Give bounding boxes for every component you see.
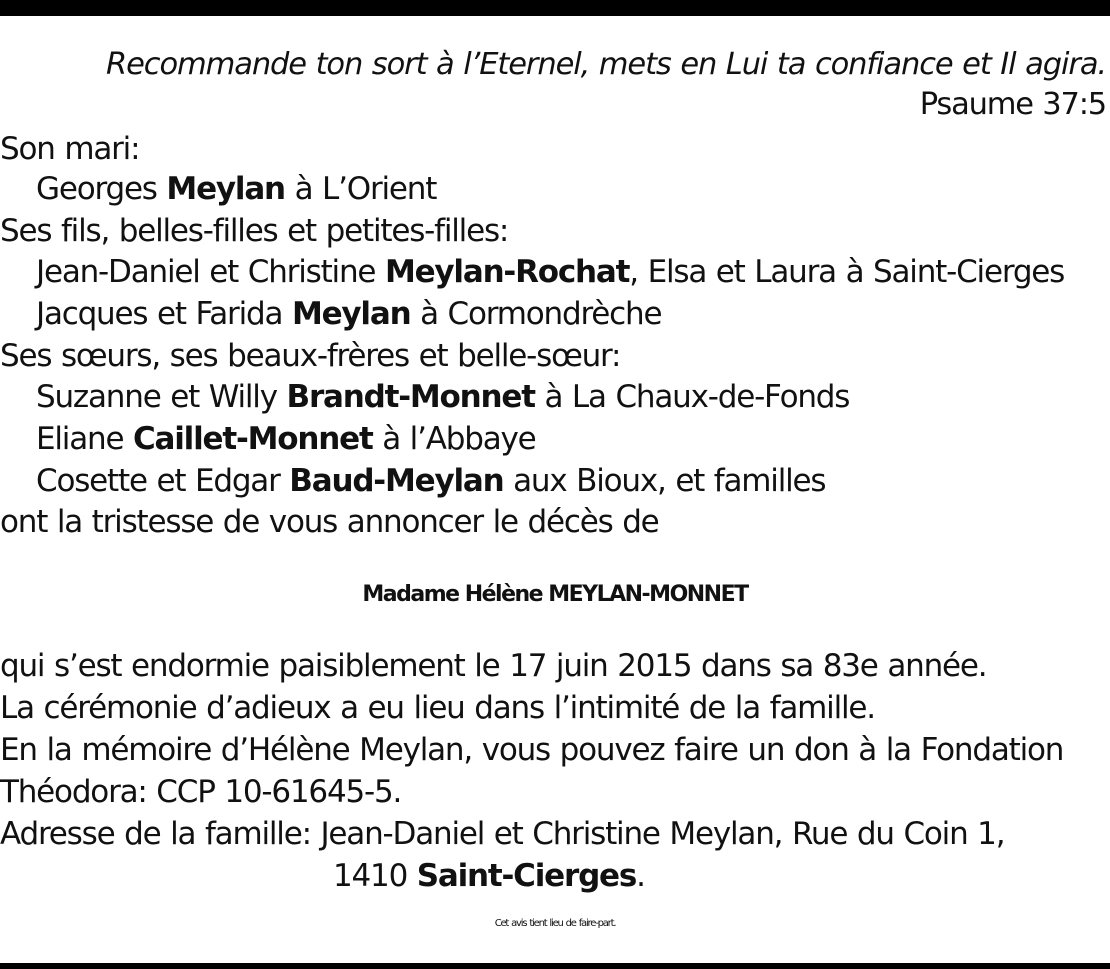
children-entry <box>36 251 1064 293</box>
postal-code: 1410 <box>333 858 417 894</box>
top-border-rule <box>0 0 1110 16</box>
sibling-entry <box>36 376 849 418</box>
closing-notice: Cet avis tient lieu de faire-part. <box>494 918 616 929</box>
entry-place: à L’Orient <box>284 171 437 207</box>
entry-text: Georges <box>36 171 167 207</box>
deceased-name: Madame Hélène MEYLAN-MONNET <box>362 582 748 607</box>
family-name: Meylan-Rochat <box>384 254 630 290</box>
children-entry <box>36 293 661 335</box>
husband-heading: Son mari: <box>0 131 140 167</box>
entry-place: aux Bioux, et familles <box>503 463 826 499</box>
entry-place: à La Chaux-de-Fonds <box>534 379 850 415</box>
entry-place: , Elsa et Laura à Saint-Cierges <box>629 254 1065 290</box>
entry-text: Jean-Daniel et Christine <box>36 254 385 290</box>
address-end: . <box>636 858 645 894</box>
city-name: Saint-Cierges <box>416 858 637 894</box>
bottom-border-rule <box>0 963 1110 969</box>
entry-text: Cosette et Edgar <box>36 463 290 499</box>
family-address-city-line <box>333 855 645 897</box>
family-name: Brandt-Monnet <box>286 379 535 415</box>
entry-text: Jacques et Farida <box>36 296 292 332</box>
details-line: La cérémonie d’adieux a eu lieu dans l’intimité de la famille. <box>0 690 875 726</box>
scripture-reference: Psaume 37:5 <box>919 87 1106 122</box>
sibling-entry <box>36 460 825 502</box>
siblings-heading: Ses sœurs, ses beaux-frères et belle-sœur: <box>0 338 621 374</box>
entry-place: à l’Abbaye <box>372 421 536 457</box>
husband-entry <box>36 168 436 210</box>
family-name: Baud-Meylan <box>289 463 504 499</box>
entry-place: à Cormondrèche <box>410 296 662 332</box>
family-address-line: Adresse de la famille: Jean-Daniel et Christine Meylan, Rue du Coin 1, <box>0 816 1005 852</box>
donation-line: En la mémoire d’Hélène Meylan, vous pouvez faire un don à la Fondation <box>0 732 1064 768</box>
entry-text: Eliane <box>36 421 133 457</box>
family-name: Meylan <box>291 296 411 332</box>
details-line: qui s’est endormie paisiblement le 17 juin 2015 dans sa 83e année. <box>0 648 987 684</box>
donation-account-line: Théodora: CCP 10-61645-5. <box>0 774 402 810</box>
family-name: Meylan <box>166 171 285 207</box>
children-heading: Ses fils, belles-filles et petites-filles: <box>0 213 509 249</box>
family-name: Caillet-Monnet <box>132 421 373 457</box>
scripture-verse: Recommande ton sort à l’Eternel, mets en Lui ta confiance et Il agira. <box>106 47 1106 82</box>
entry-text: Suzanne et Willy <box>36 379 287 415</box>
announcement-line: ont la tristesse de vous annoncer le décès de <box>0 504 659 540</box>
sibling-entry <box>36 418 536 460</box>
